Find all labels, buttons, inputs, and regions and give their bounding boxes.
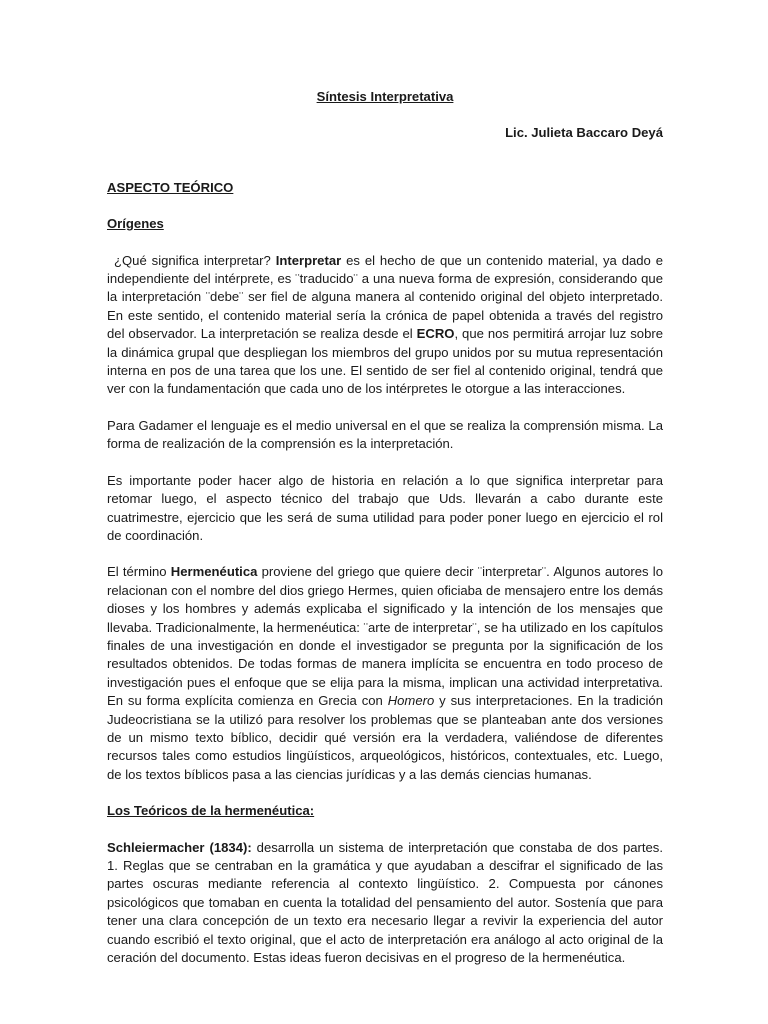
subheading-origenes: Orígenes <box>107 216 164 232</box>
author-name-schleiermacher: Schleiermacher (1834) <box>107 839 248 855</box>
term-interpretar: Interpretar <box>275 252 342 268</box>
term-ecro: ECRO <box>416 326 455 342</box>
section-heading-aspecto-teorico: ASPECTO TEÓRICO <box>107 179 234 195</box>
term-hermeneutica: Hermenéutica <box>170 564 258 580</box>
document-page <box>107 88 663 967</box>
paragraph-hermeneutica: El término Hermenéutica proviene del griego que quiere decir ¨interpretar¨. Algunos autores lo relacionan con el nombre del dios griego Hermes, quien oficiaba de mensajero entre los demás dioses y los hombres y además explicaba el significado y la intención de los mensajes que llevaba. Tradicionalmente, la hermenéutica: ¨arte de interpretar¨, se ha utilizado en los capítulos finales de una investigación en donde el investigador se pregunta por la significación de los resultados obtenidos. De todas formas de manera implícita se encuentra en todo proceso de investigación pues el enfoque que se elija para la misma, implican una actividad interpretativa. En su forma explícita comienza en Grecia con Homero y sus interpretaciones. En la tradición Judeocristiana se la utilizó para resolver los problemas que se planteaban ante dos versiones de un mismo texto bíblico, decidir qué versión era la verdadera, valiéndose de diferentes recursos tales como estudios lingüísticos, arqueológicos, históricos, contextuales, etc. Luego, de los textos bíblicos pasa a las ciencias jurídicas y a las demás ciencias humanas. <box>107 564 663 782</box>
author-line: Lic. Julieta Baccaro Deyá <box>505 125 663 141</box>
question-text: ¿Qué significa interpretar? <box>114 252 276 268</box>
subheading-teoricos: Los Teóricos de la hermenéutica: <box>107 803 315 819</box>
paragraph-schleiermacher: Schleiermacher (1834): desarrolla un sistema de interpretación que constaba de dos partes. 1. Reglas que se centraban en la gramática y que ayudaban a descifrar el significado de las partes oscuras mediante referencia al contexto lingüístico. 2. Compuesta por cánones psicológicos que tomaban en cuenta la totalidad del pensamiento del autor. Sostenía que para tener una clara concepción de un texto era necesario llegar a revivir la experiencia del autor cuando escribió el texto original, que el acto de interpretación era análogo al acto original de la ceración del documento. Estas ideas fueron decisivas en el progreso de la hermenéutica. <box>107 839 663 966</box>
term-homero: Homero <box>387 693 435 709</box>
paragraph-historia: Es importante poder hacer algo de historia en relación a lo que significa interpretar para retomar luego, el aspecto técnico del trabajo que Uds. llevarán a cabo durante este cuatrimestre, ejercicio que les será de suma utilidad para poder poner luego en ejercicio el rol de coordinación. <box>107 472 663 543</box>
paragraph-interpretar: ¿Qué significa interpretar? Interpretar es el hecho de que un contenido material, ya dado e independiente del intérprete, es ¨traducido¨ a una nueva forma de expresión, considerando que la interpretación ¨debe¨ ser fiel de alguna manera al contenido original del objeto interpretado. En este sentido, el contenido material sería la crónica de papel obtenida a través del registro del observador. La interpretación se realiza desde el ECRO, que nos permitirá arrojar luz sobre la dinámica grupal que despliegan los miembros del grupo unidos por su mutua representación interna en pos de una tarea que los une. El sentido de ser fiel al contenido original, tendrá que ver con la fundamentación que cada uno de los intérpretes le otorgue a las interacciones. <box>107 252 663 397</box>
document-title: Síntesis Interpretativa <box>316 89 454 104</box>
paragraph-gadamer: Para Gadamer el lenguaje es el medio universal en el que se realiza la comprensión misma. La forma de realización de la comprensión es la interpretación. <box>107 417 663 452</box>
